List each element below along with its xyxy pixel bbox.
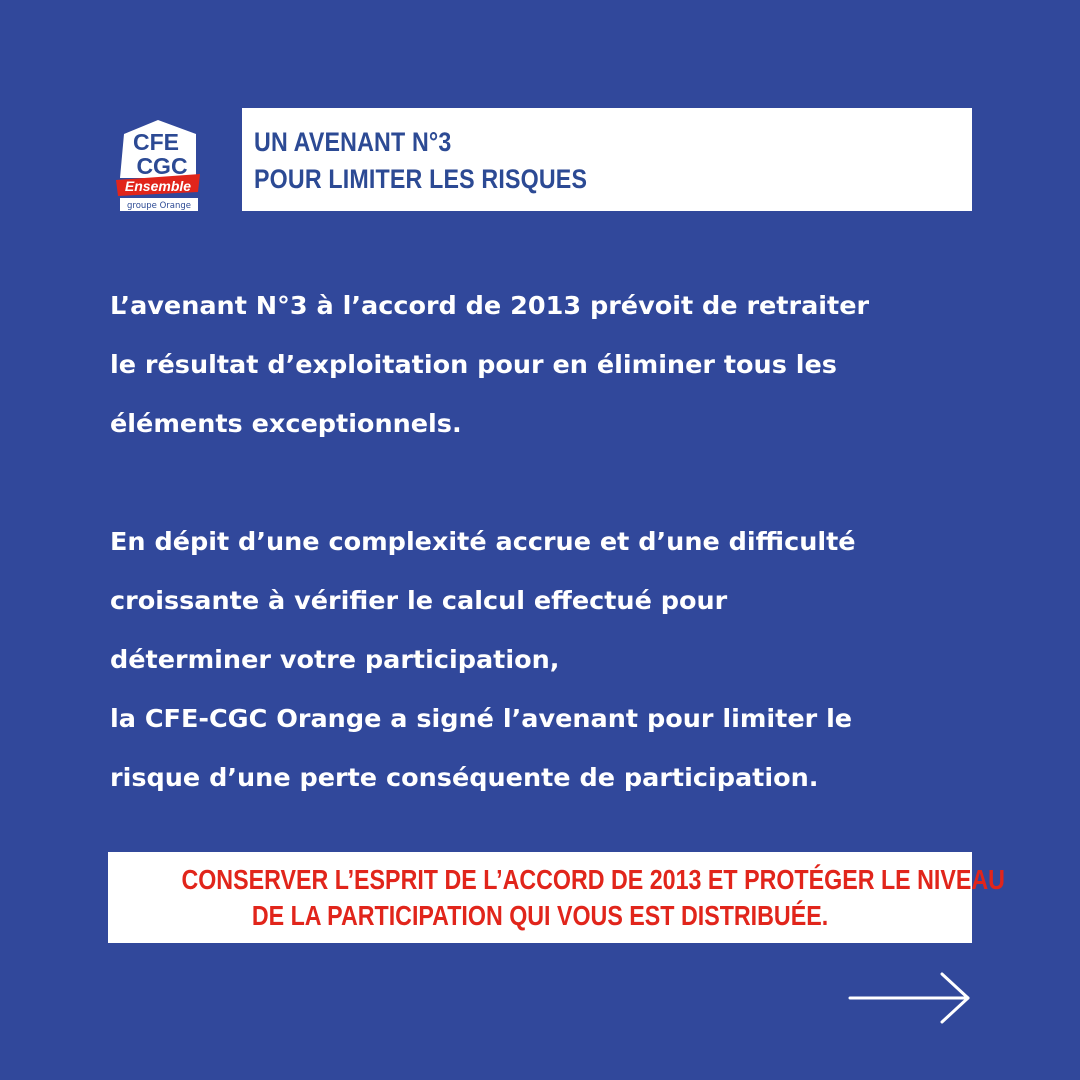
- title-line-2: POUR LIMITER LES RISQUES: [254, 164, 588, 194]
- title-box: [242, 108, 972, 211]
- body-line: risque d’une perte conséquente de participation.: [110, 763, 819, 792]
- title-line-1: UN AVENANT N°3: [254, 127, 452, 157]
- arrow-right-icon[interactable]: [848, 972, 974, 1028]
- logo-group-text: groupe Orange: [126, 201, 192, 211]
- paragraph-spacer: [110, 453, 990, 512]
- banner-line-2: DE LA PARTICIPATION QUI VOUS EST DISTRIBUÉE.: [251, 900, 829, 931]
- body-text: [110, 276, 990, 807]
- banner-line-1: CONSERVER L’ESPRIT DE L’ACCORD DE 2013 ET PROTÉGER LE NIVEAU: [181, 864, 1005, 895]
- highlight-banner: [108, 852, 1005, 943]
- logo-tagline-text: Ensemble: [124, 178, 192, 194]
- body-line: croissante à vérifier le calcul effectué pour: [110, 586, 728, 615]
- body-line: éléments exceptionnels.: [110, 409, 462, 438]
- body-line: la CFE-CGC Orange a signé l’avenant pour limiter le: [110, 704, 853, 733]
- logo-cfe-text: CFE: [133, 129, 179, 155]
- body-line: L’avenant N°3 à l’accord de 2013 prévoit de retraiter: [110, 291, 870, 320]
- body-line: En dépit d’une complexité accrue et d’une difficulté: [110, 527, 856, 556]
- logo-cgc-text: CGC: [136, 153, 188, 179]
- body-line: déterminer votre participation,: [110, 645, 560, 674]
- cfe-cgc-logo: [110, 118, 206, 214]
- body-line: le résultat d’exploitation pour en éliminer tous les: [110, 350, 837, 379]
